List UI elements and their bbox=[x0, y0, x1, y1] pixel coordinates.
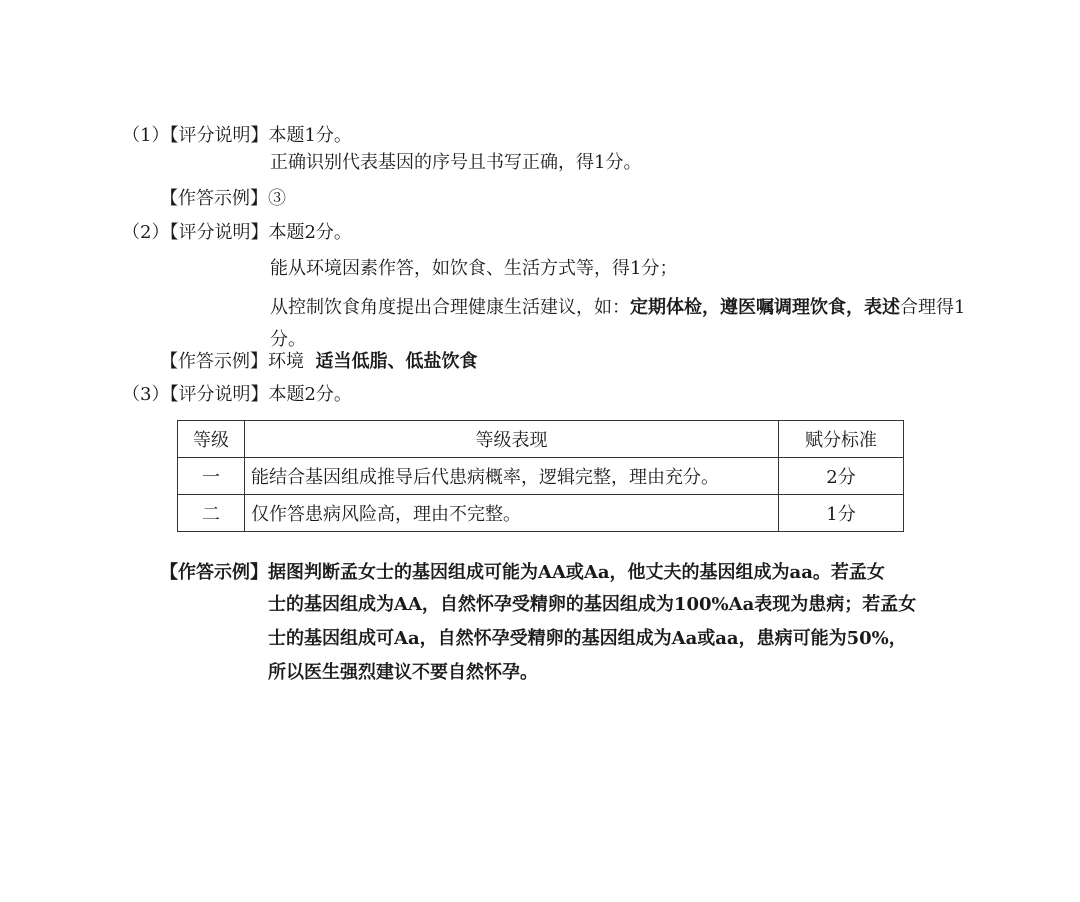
q3-example-line: 据图判断孟女士的基因组成可能为AA或Aa，他丈夫的基因组成为aa。若孟女 bbox=[268, 562, 885, 583]
table-header-cell: 等级表现 bbox=[245, 421, 779, 458]
table-cell: 能结合基因组成推导后代患病概率，逻辑完整，理由充分。 bbox=[245, 458, 779, 495]
q2-example-tag: 【作答示例】 bbox=[160, 351, 268, 372]
q2-criteria-1: 能从环境因素作答，如饮食、生活方式等，得1分； bbox=[270, 258, 678, 279]
table-header-cell: 赋分标准 bbox=[779, 421, 904, 458]
table-header-cell: 等级 bbox=[178, 421, 245, 458]
q3-label: （3）【评分说明】本题2分。 bbox=[122, 384, 352, 405]
table-cell: 仅作答患病风险高，理由不完整。 bbox=[245, 495, 779, 532]
grading-table bbox=[177, 420, 904, 532]
q3-example-line: 士的基因组成可Aa，自然怀孕受精卵的基因组成为Aa或aa，患病可能为50%， bbox=[268, 628, 907, 649]
q3-example-tag: 【作答示例】 bbox=[160, 562, 268, 583]
table-cell: 二 bbox=[178, 495, 245, 532]
table-cell: 一 bbox=[178, 458, 245, 495]
q2-criteria-2 bbox=[270, 292, 975, 356]
q1-example-text: ③ bbox=[268, 188, 286, 209]
q2-example-text: 环境 bbox=[268, 351, 304, 372]
q2-criteria-2-bold: 定期体检，遵医嘱调理饮食，表述 bbox=[630, 297, 900, 318]
q1-label: （1）【评分说明】本题1分。 bbox=[122, 125, 352, 146]
table-row bbox=[178, 458, 904, 495]
table-cell: 2分 bbox=[779, 458, 904, 495]
q1-example bbox=[160, 186, 286, 212]
q2-label: （2）【评分说明】本题2分。 bbox=[122, 222, 352, 243]
q2-criteria-2-b: 合理得1分。 bbox=[270, 297, 966, 350]
table-cell: 1分 bbox=[779, 495, 904, 532]
q3-example-line: 所以医生强烈建议不要自然怀孕。 bbox=[268, 662, 538, 683]
q2-example-bold: 适当低脂、低盐饮食 bbox=[315, 351, 478, 372]
table-header-row bbox=[178, 421, 904, 458]
table-row bbox=[178, 495, 904, 532]
q3-example-line: 士的基因组成为AA，自然怀孕受精卵的基因组成为100%Aa表现为患病；若孟女 bbox=[268, 594, 917, 615]
q2-criteria-2-a: 从控制饮食角度提出合理健康生活建议，如： bbox=[270, 297, 630, 318]
q2-example bbox=[160, 349, 477, 375]
q1-example-tag: 【作答示例】 bbox=[160, 188, 268, 209]
q1-criteria: 正确识别代表基因的序号且书写正确，得1分。 bbox=[270, 152, 642, 173]
